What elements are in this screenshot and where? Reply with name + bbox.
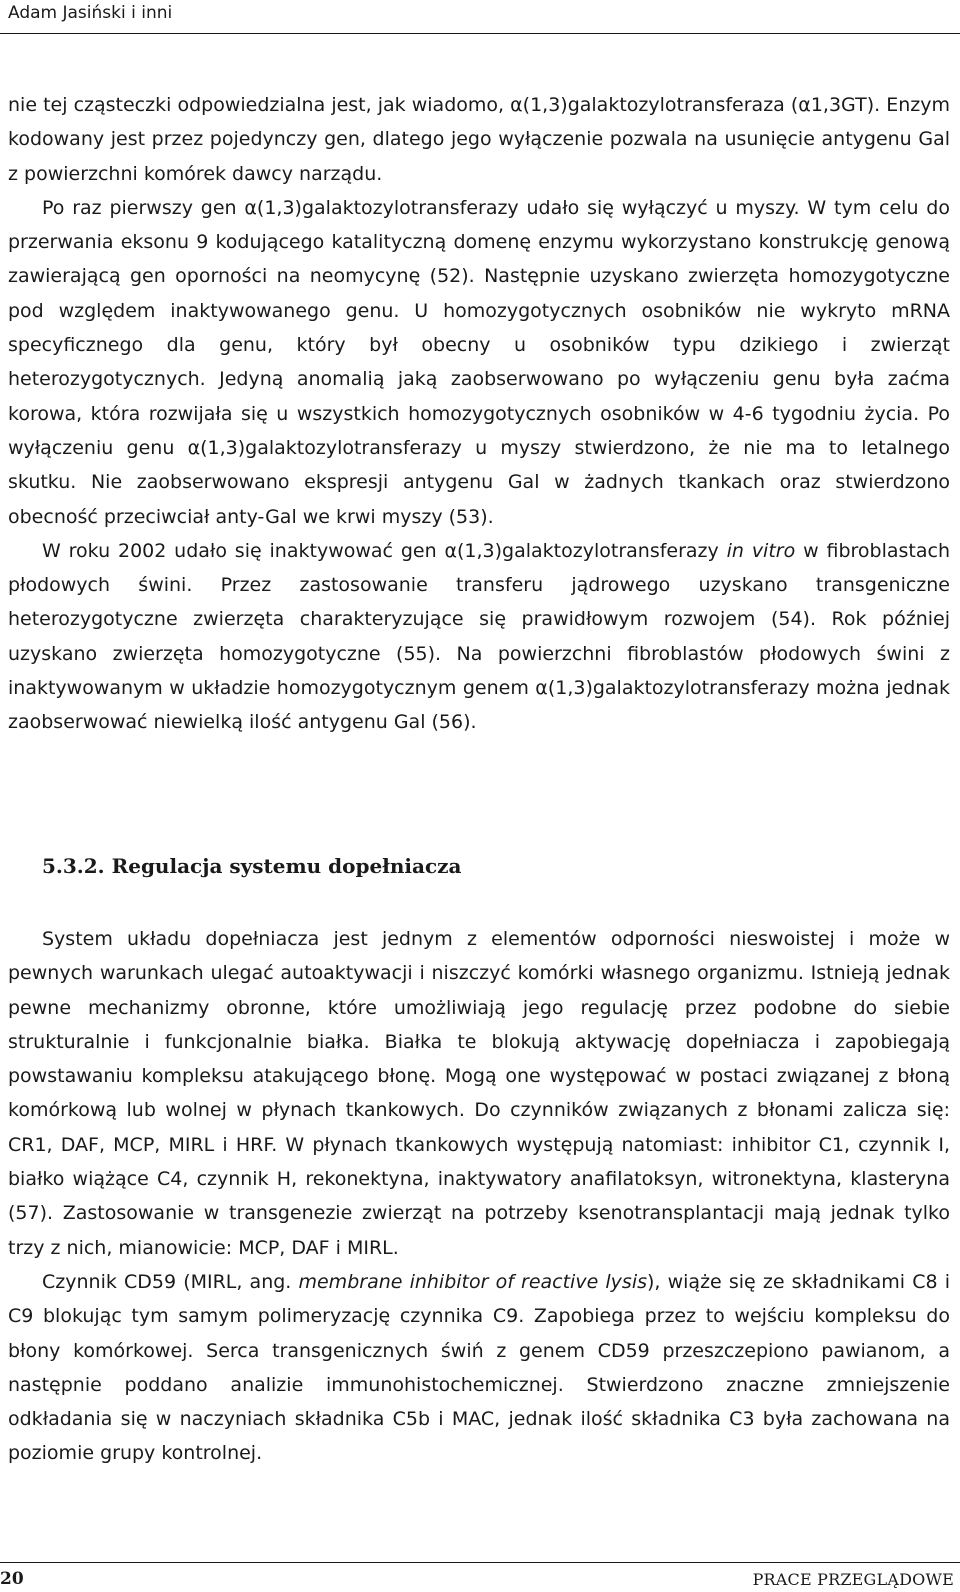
paragraph-5-lead: Czynnik CD59 (MIRL, ang. xyxy=(42,1270,299,1293)
paragraph-4: System układu dopełniacza jest jednym z elementów odporności nieswoistej i może w pewnych warunkach ulegać autoaktywacji i niszczyć komórki własnego organizmu. Istnieją jednak pewne mechanizmy obronne, które umożliwiają jego regulację przez podobne do siebie strukturalnie i funkcjonalnie białka. Białka te blokują aktywację dopełniacza i zapobiegają powstawaniu kompleksu atakującego błonę. Mogą one występować w postaci związanej z błoną komórkową lub wolnej w płynach tkankowych. Do czynników związanych z błonami zalicza się: CR1, DAF, MCP, MIRL i HRF. W płynach tkankowych występują natomiast: inhibitor C1, czynnik I, białko wiążące C4, czynnik H, rekonektyna, inaktywatory anafilatoksyn, witronektyna, klasteryna (57). Zastosowanie w transgenezie zwierząt na potrzeby ksenotransplantacji mają jednak tylko trzy z nich, mianowicie: MCP, DAF i MIRL. xyxy=(8,928,950,1259)
section-heading: 5.3.2. Regulacja systemu dopełniacza xyxy=(42,854,462,878)
paragraph-3 xyxy=(8,534,950,740)
body-text-part2 xyxy=(8,922,950,1471)
journal-name: PRACE PRZEGLĄDOWE xyxy=(752,1570,954,1589)
paragraph-5-italic: membrane inhibitor of reactive lysis xyxy=(298,1270,648,1293)
paragraph-3-lead: W roku 2002 udało się inaktywować gen α(1,3)galaktozylotransferazy xyxy=(42,539,727,562)
paragraph-1: nie tej cząsteczki odpowiedzialna jest, jak wiadomo, α(1,3)galaktozylotransferaza (α1,3GT). Enzym kodowany jest przez pojedynczy gen, dlatego jego wyłączenie pozwala na usunięcie antygenu Gal z powierzchni komórek dawcy narządu. xyxy=(8,94,950,185)
page-number: 20 xyxy=(0,1569,24,1589)
paragraph-3-rest: w fibroblastach płodowych świni. Przez zastosowanie transferu jądrowego uzyskano transgeniczne heterozygotyczne zwierzęta charakteryzujące się prawidłowym rozwojem (54). Rok później uzyskano zwierzęta homozygotyczne (55). Na powierzchni fibroblastów płodowych świni z inaktywowanym w układzie homozygotycznym genem α(1,3)galaktozylotransferazy można jednak zaobserwować niewielką ilość antygenu Gal (56). xyxy=(8,539,950,734)
body-text-part1 xyxy=(8,88,950,740)
footer-rule xyxy=(0,1562,960,1563)
paragraph-2: Po raz pierwszy gen α(1,3)galaktozylotransferazy udało się wyłączyć u myszy. W tym celu do przerwania eksonu 9 kodującego katalityczną domenę enzymu wykorzystano konstrukcję genową zawierającą gen oporności na neomycynę (52). Następnie uzyskano zwierzęta homozygotyczne pod względem inaktywowanego genu. U homozygotycznych osobników nie wykryto mRNA specyficznego dla genu, który był obecny u osobników typu dzikiego i zwierząt heterozygotycznych. Jedyną anomalią jaką zaobserwowano po wyłączeniu genu była zaćma korowa, która rozwijała się u wszystkich homozygotycznych osobników w 4-6 tygodniu życia. Po wyłączeniu genu α(1,3)galaktozylotransferazy u myszy stwierdzono, że nie ma to letalnego skutku. Nie zaobserwowano ekspresji antygenu Gal w żadnych tkankach oraz stwierdzono obecność przeciwciał anty-Gal we krwi myszy (53). xyxy=(8,196,950,528)
running-head: Adam Jasiński i inni xyxy=(8,3,173,23)
paragraph-3-italic: in vitro xyxy=(726,539,796,562)
paragraph-5-rest: ), wiąże się ze składnikami C8 i C9 blokując tym samym polimeryzację czynnika C9. Zapobiega przez to wejściu kompleksu do błony komórkowej. Serca transgenicznych świń z genem CD59 przeszczepiono pawianom, a następnie poddano analizie immunohistochemicznej. Stwierdzono znaczne zmniejszenie odkładania się w naczyniach składnika C5b i MAC, jednak ilość składnika C3 była zachowana na poziomie grupy kontrolnej. xyxy=(8,1270,950,1465)
header-rule xyxy=(0,33,960,34)
paragraph-5 xyxy=(8,1265,950,1471)
